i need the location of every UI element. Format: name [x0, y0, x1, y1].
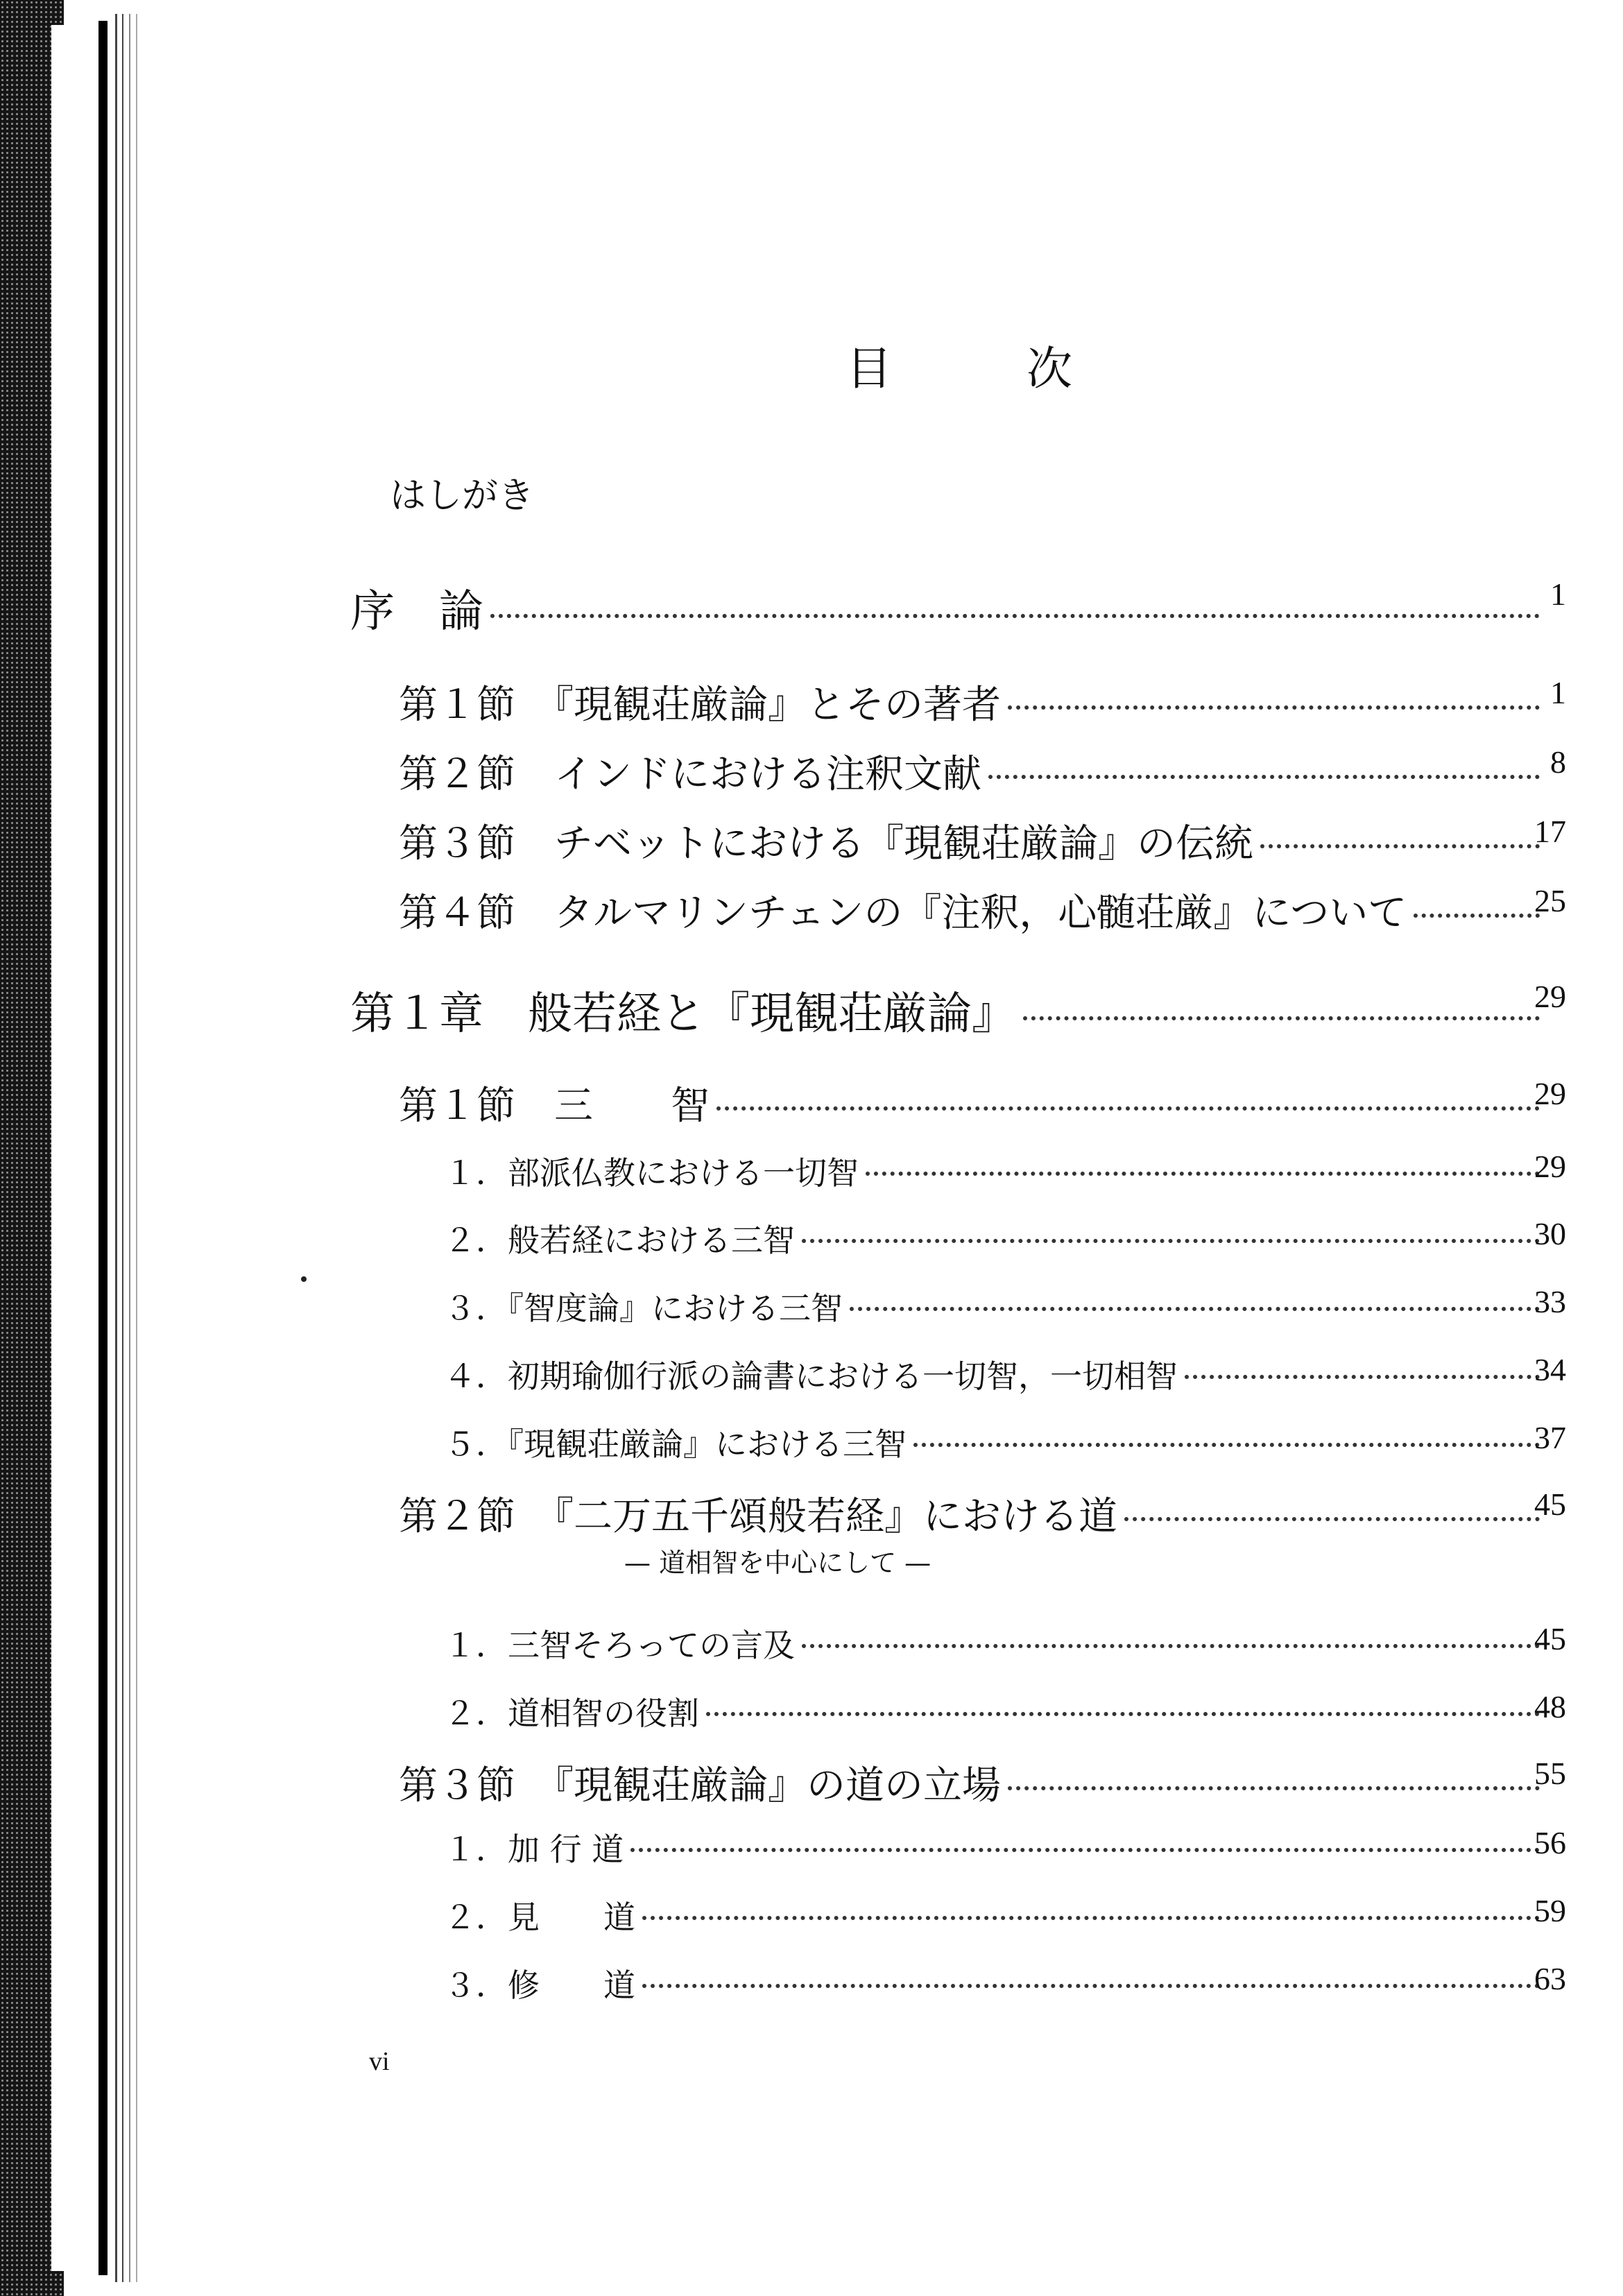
toc-entry-title: ４．初期瑜伽行派の論書における一切智，一切相智 — [444, 1357, 1178, 1395]
toc-entry-title: 第１章 般若経と『現観荘厳論』 — [350, 988, 1016, 1040]
toc-entry — [0, 1960, 1623, 2006]
toc-entry-title: 第２節 『二万五千頌般若経』における道 — [399, 1494, 1117, 1539]
toc-entry-title: ３．修 道 — [444, 1967, 635, 2004]
toc-entry-page: 55 — [1534, 1756, 1566, 1791]
title-char-1: 目 — [846, 342, 892, 395]
toc-entry-page: 59 — [1534, 1893, 1566, 1928]
toc-entry — [0, 674, 1623, 730]
toc-entry-page: 1 — [1550, 576, 1566, 612]
preface-label: はしがき — [390, 475, 535, 517]
toc-entry-title: １．加 行 道 — [444, 1831, 624, 1868]
toc-entry-title: ５．『現観荘厳論』における三智 — [444, 1425, 907, 1463]
toc-entry-page: 1 — [1550, 675, 1566, 710]
page-number: vi — [369, 2047, 390, 2076]
toc-entry — [0, 813, 1623, 868]
toc-entry-title: 第３節 『現観荘厳論』の道の立場 — [399, 1763, 1001, 1808]
toc-entry-page: 25 — [1534, 883, 1566, 918]
toc-entry — [0, 978, 1623, 1042]
toc-entry — [0, 1486, 1623, 1541]
toc-entry — [0, 1755, 1623, 1810]
toc-entry — [0, 1283, 1623, 1329]
toc-entry-page: 63 — [1534, 1961, 1566, 1996]
stray-mark — [301, 1276, 307, 1282]
toc-entry — [0, 1075, 1623, 1131]
toc-entry-title: 第４節 タルマリンチェンの『注釈，心髄荘厳』について — [399, 891, 1407, 936]
toc-entry-page: 17 — [1534, 814, 1566, 849]
title-char-2: 次 — [1027, 342, 1072, 395]
toc-entry-page: 37 — [1534, 1420, 1566, 1455]
toc-leader-dots — [490, 614, 1540, 618]
toc-entry — [0, 744, 1623, 799]
toc-entry — [0, 1351, 1623, 1397]
toc-entry-page: 29 — [1534, 1149, 1566, 1184]
toc-entry-title: ２．般若経における三智 — [444, 1222, 795, 1259]
toc-entry — [0, 882, 1623, 938]
toc-entry — [0, 1620, 1623, 1666]
toc-entry-page: 45 — [1534, 1621, 1566, 1656]
toc-entry-title: ２．道相智の役割 — [444, 1695, 699, 1732]
toc-entry — [0, 1419, 1623, 1465]
toc-entry-title: 序 論 — [350, 586, 483, 637]
toc-entry — [0, 1215, 1623, 1261]
toc-entry-title: 第３節 チベットにおける『現観荘厳論』の伝統 — [399, 821, 1253, 866]
toc-entry-page: 45 — [1534, 1487, 1566, 1522]
toc-entry-page: 30 — [1534, 1216, 1566, 1251]
toc-entry — [0, 1892, 1623, 1938]
toc-entry-title: 第１節 三 智 — [399, 1083, 710, 1129]
toc-entry-title: 第１節 『現観荘厳論』とその著者 — [399, 683, 1001, 728]
toc-entry-page: 34 — [1534, 1352, 1566, 1387]
toc-entry — [0, 1148, 1623, 1194]
toc-entry-title: ３．『智度論』における三智 — [444, 1290, 843, 1327]
toc-entry-page: 29 — [1534, 1076, 1566, 1111]
toc-entry-page: 8 — [1550, 744, 1566, 780]
toc-entry-title: １．部派仏教における一切智 — [444, 1154, 859, 1192]
toc-leader-dots — [1023, 1016, 1540, 1020]
toc-entry — [0, 1824, 1623, 1870]
toc-entry-title: 第２節 インドにおける注釈文献 — [399, 752, 981, 797]
page-title — [0, 332, 1623, 401]
toc-entry-title: ２．見 道 — [444, 1899, 635, 1936]
toc-entry-page: 29 — [1534, 979, 1566, 1014]
toc-entry — [0, 576, 1623, 640]
toc-entry — [0, 1688, 1623, 1734]
section-subtitle: — 道相智を中心にして — — [624, 1548, 931, 1578]
toc-entry-page: 56 — [1534, 1825, 1566, 1860]
toc-entry-page: 48 — [1534, 1689, 1566, 1724]
toc-entry-title: １．三智そろっての言及 — [444, 1627, 795, 1664]
toc-entry-page: 33 — [1534, 1284, 1566, 1319]
